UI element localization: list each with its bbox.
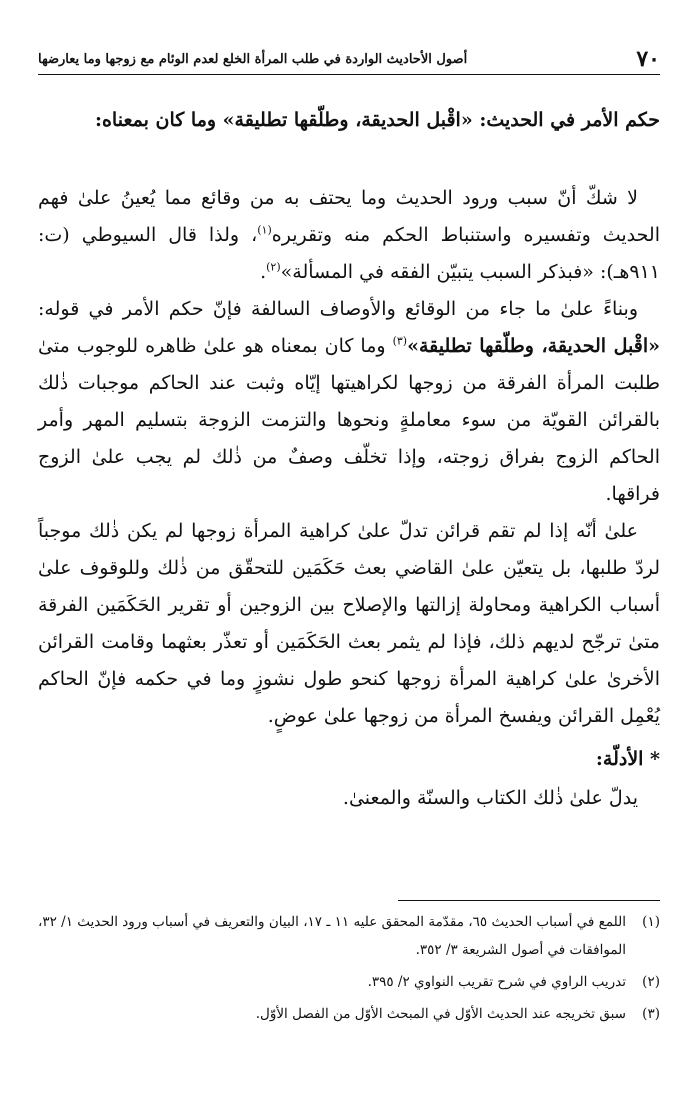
paragraph-2-text-b: وما كان بمعناه هو علىٰ ظاهره للوجوب متىٰ طلبت المرأة الفرقة من زوجها لكراهيتها إيّاه وثبت عند الحاكم موجبات ذٰلك بالقرائن القويّة من سوء معاملةٍ ونحوها والتزمت الزوجة بتسليم المهر وأمر الحاكم الزوج بفراق زوجته، وإذا تخلّف وصفٌ من ذٰلك لم يجب علىٰ الزوج فراقها. xyxy=(38,335,660,505)
footnote-number: (٢) xyxy=(642,974,660,990)
paragraph-1-text-c: . xyxy=(260,261,267,283)
paragraph-1-text-a: لا شكّ أنّ سبب ورود الحديث وما يحتف به من وقائع مما يُعينُ علىٰ فهم الحديث وتفسيره واستنباط الحكم منه وتقريره xyxy=(38,187,660,246)
paragraph-3: علىٰ أنّه إذا لم تقم قرائن تدلّ علىٰ كراهية المرأة زوجها لم يكن ذٰلك موجباً لردّ طلبها، بل يتعيّن علىٰ القاضي بعث حَكَمَين للتحقّق من ذٰلك وللوقوف علىٰ أسباب الكراهية ومحاولة إزالتها والإصلاح بين الزوجين أو تقرير الحَكَمَين الفرقة متىٰ ترجّح لديهم ذلك، فإذا لم يثمر بعث الحَكَمَين أو تعذّر بعثهما وقامت القرائن الأخرىٰ علىٰ كراهية المرأة زوجها كنحو طول نشوزٍ وما في حكمه فإنّ الحاكم يُعْمِل القرائن ويفسخ المرأة من زوجها علىٰ عوضٍ. xyxy=(38,520,660,727)
footnote-text: سبق تخريجه عند الحديث الأوّل في المبحث الأوّل من الفصل الأوّل. xyxy=(255,1006,626,1022)
footnote-divider xyxy=(398,900,660,901)
footnote-item xyxy=(38,968,660,996)
footnote-text: اللمع في أسباب الحديث ٦٥، مقدّمة المحقق عليه ١١ ـ ١٧، البيان والتعريف في أسباب ورود الحديث ١/ ٣٢، الموافقات في أصول الشريعة ٣/ ٣٥٢. xyxy=(38,914,626,958)
footnote-text: تدريب الراوي في شرح تقريب النواوي ٢/ ٣٩٥. xyxy=(367,974,626,990)
paragraph-2 xyxy=(38,291,660,513)
footnote-number: (٣) xyxy=(642,1006,660,1022)
book-page xyxy=(38,0,660,1108)
footnote-item xyxy=(38,908,660,964)
page-number: ٧٠ xyxy=(636,46,660,72)
running-header xyxy=(38,44,660,75)
footnotes xyxy=(38,908,660,1032)
paragraph-2-text-a: وبناءً علىٰ ما جاء من الوقائع والأوصاف السالفة فإنّ حكم الأمر في قوله: xyxy=(38,298,638,320)
footnote-number: (١) xyxy=(642,914,660,930)
evidence-line: يدلّ علىٰ ذٰلك الكتاب والسنّة والمعنىٰ. xyxy=(342,787,638,809)
paragraph-1-text-b: ، ولذا قال السيوطي (ت: ٩١١هـ): «فبذكر السبب يتبيّن الفقه في المسألة» xyxy=(38,224,660,283)
body-text xyxy=(38,180,660,817)
running-header-title: أصول الأحاديث الواردة في طلب المرأة الخلع لعدم الوئام مع زوجها وما يعارضها xyxy=(38,51,468,67)
paragraph-1 xyxy=(38,180,660,291)
footnote-ref-3: (٣) xyxy=(392,334,408,348)
section-heading: حكم الأمر في الحديث: «اقْبل الحديقة، وطلّقها تطليقة» وما كان بمعناه: xyxy=(94,109,660,131)
footnote-ref-1: (١) xyxy=(257,223,272,237)
footnote-ref-2: (٢) xyxy=(266,260,281,274)
hadith-quote: «اقْبل الحديقة، وطلّقها تطليقة» xyxy=(407,335,661,357)
evidence-heading: * الأدلّة: xyxy=(595,748,660,770)
footnote-item xyxy=(38,1000,660,1028)
